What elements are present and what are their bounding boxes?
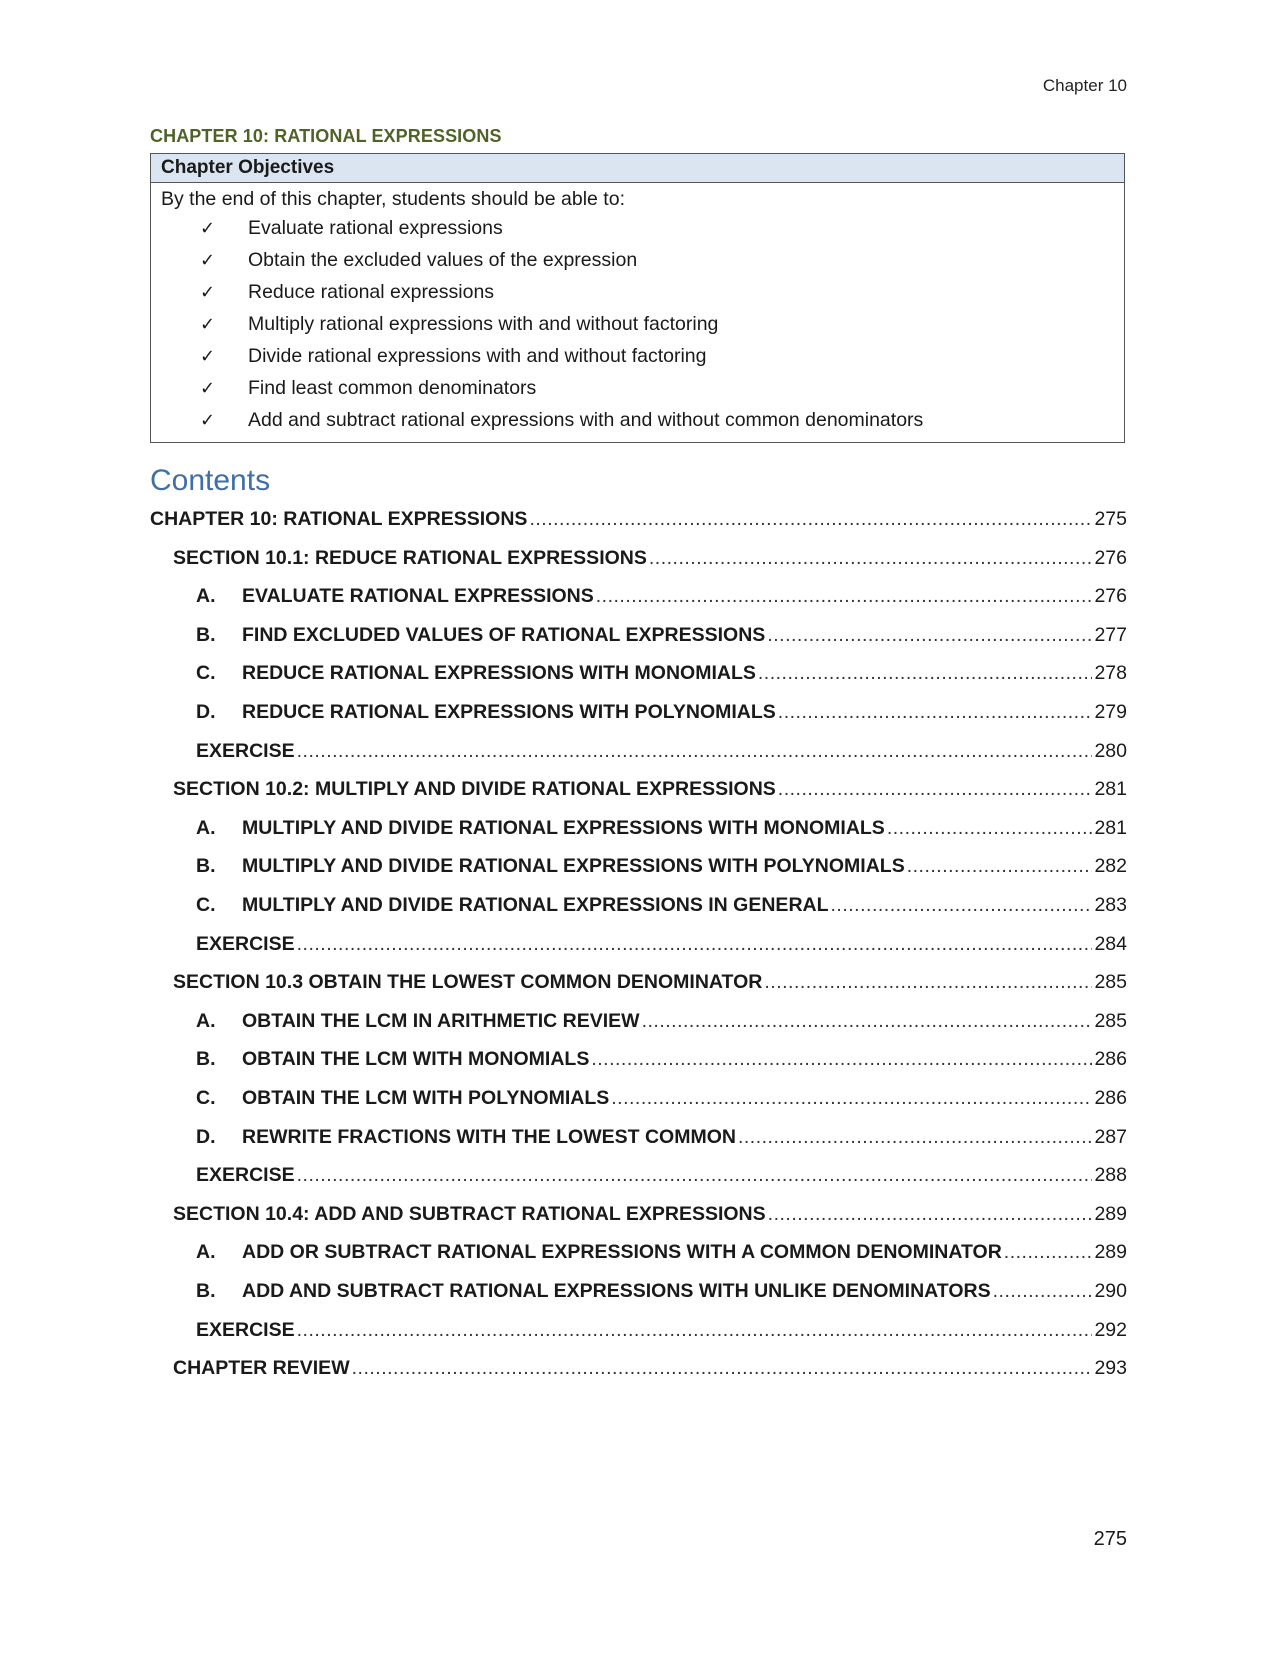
checkmark-icon: ✓ — [200, 378, 216, 398]
toc-entry-title[interactable]: MULTIPLY AND DIVIDE RATIONAL EXPRESSIONS WITH POLYNOMIALS — [242, 855, 905, 878]
toc-entry-page[interactable]: 276 — [1094, 585, 1127, 608]
toc-entry[interactable] — [150, 1237, 1127, 1267]
toc-entry-letter: A. — [196, 816, 216, 839]
toc-entry-page[interactable]: 292 — [1094, 1318, 1127, 1341]
objective-text: Divide rational expressions with and without factoring — [248, 345, 707, 367]
objective-text: Obtain the excluded values of the expression — [248, 249, 638, 271]
contents-heading: Contents — [150, 464, 271, 497]
toc-dot-leader — [768, 1199, 1093, 1229]
toc-entry-letter: A. — [196, 1241, 216, 1264]
toc-entry-title[interactable]: SECTION 10.3 OBTAIN THE LOWEST COMMON DENOMINATOR — [173, 971, 763, 994]
toc-entry-letter: A. — [196, 585, 216, 608]
objective-text: Find least common denominators — [248, 377, 537, 399]
toc-dot-leader — [831, 890, 1093, 920]
toc-entry-letter: D. — [196, 701, 216, 723]
toc-entry-page[interactable]: 281 — [1094, 778, 1127, 801]
toc-entry-letter: B. — [196, 623, 216, 646]
toc-entry-page[interactable]: 293 — [1094, 1357, 1127, 1380]
toc-entry[interactable] — [150, 1160, 1127, 1190]
toc-entry[interactable] — [150, 1353, 1127, 1383]
toc-entry[interactable] — [150, 543, 1127, 573]
toc-entry-title[interactable]: MULTIPLY AND DIVIDE RATIONAL EXPRESSIONS WITH MONOMIALS — [242, 816, 885, 839]
toc-entry-page[interactable]: 285 — [1094, 971, 1127, 994]
toc-dot-leader — [907, 851, 1093, 881]
objective-item — [161, 404, 1114, 436]
toc-dot-leader — [738, 1122, 1092, 1152]
toc-entry[interactable] — [150, 697, 1127, 727]
toc-entry[interactable] — [150, 813, 1127, 843]
toc-entry-title[interactable]: EXERCISE — [196, 739, 295, 762]
objective-text: Reduce rational expressions — [248, 281, 495, 303]
toc-entry-page[interactable]: 284 — [1094, 932, 1127, 955]
checkmark-icon: ✓ — [200, 314, 216, 334]
objective-item — [161, 212, 1114, 244]
toc-dot-leader — [642, 1006, 1093, 1036]
toc-entry-title[interactable]: EXERCISE — [196, 1164, 295, 1187]
page-number: 275 — [1093, 1528, 1127, 1550]
checkmark-icon: ✓ — [200, 282, 216, 302]
toc-entry-title[interactable]: EXERCISE — [196, 932, 295, 955]
toc-entry-page[interactable]: 276 — [1094, 546, 1127, 569]
chapter-title: CHAPTER 10: RATIONAL EXPRESSIONS — [150, 126, 502, 146]
toc-dot-leader — [758, 658, 1093, 688]
objective-item — [161, 372, 1114, 404]
toc-entry-letter: C. — [196, 1087, 216, 1109]
toc-dot-leader — [649, 543, 1093, 573]
toc-entry-title[interactable]: OBTAIN THE LCM IN ARITHMETIC REVIEW — [242, 1009, 640, 1032]
toc-entry-page[interactable]: 285 — [1094, 1009, 1127, 1032]
toc-dot-leader — [591, 1044, 1092, 1074]
objective-list — [161, 212, 1114, 436]
toc-entry-letter: C. — [196, 662, 216, 685]
checkmark-icon: ✓ — [200, 218, 216, 238]
toc-entry[interactable] — [150, 1044, 1127, 1074]
toc-entry-title[interactable]: SECTION 10.2: MULTIPLY AND DIVIDE RATIONAL EXPRESSIONS — [173, 778, 776, 801]
toc-entry-letter: B. — [196, 1280, 216, 1302]
toc-dot-leader — [596, 581, 1093, 611]
toc-entry-letter: B. — [196, 1048, 216, 1071]
toc-entry[interactable] — [150, 1315, 1127, 1345]
toc-dot-leader — [297, 1315, 1093, 1345]
toc-entry[interactable] — [150, 774, 1127, 804]
toc-entry-page[interactable]: 289 — [1094, 1241, 1127, 1264]
toc-dot-leader — [611, 1083, 1092, 1113]
objectives-intro: By the end of this chapter, students should be able to: — [161, 188, 625, 210]
toc-entry-page[interactable]: 287 — [1094, 1125, 1127, 1148]
toc-entry-title[interactable]: ADD OR SUBTRACT RATIONAL EXPRESSIONS WITH A COMMON DENOMINATOR — [242, 1241, 1002, 1264]
toc-dot-leader — [887, 813, 1093, 843]
toc-entry-letter: A. — [196, 1009, 216, 1032]
toc-entry[interactable] — [150, 967, 1127, 997]
toc-entry-title[interactable]: CHAPTER REVIEW — [173, 1357, 350, 1380]
toc-entry-page[interactable]: 282 — [1094, 855, 1127, 878]
checkmark-icon: ✓ — [200, 410, 216, 430]
toc-dot-leader — [778, 697, 1093, 727]
toc-dot-leader — [993, 1276, 1093, 1306]
toc-dot-leader — [767, 620, 1092, 650]
toc-dot-leader — [297, 1160, 1093, 1190]
objective-text: Multiply rational expressions with and without factoring — [248, 313, 719, 335]
toc-entry-letter: C. — [196, 894, 216, 916]
document-page — [150, 0, 1127, 1656]
toc-entry-title[interactable]: REDUCE RATIONAL EXPRESSIONS WITH POLYNOMIALS — [242, 701, 776, 723]
toc-entry[interactable] — [150, 1122, 1127, 1152]
toc-entry-title[interactable]: REDUCE RATIONAL EXPRESSIONS WITH MONOMIALS — [242, 662, 756, 685]
toc-entry[interactable] — [150, 581, 1127, 611]
toc-entry-page[interactable]: 289 — [1094, 1202, 1127, 1225]
toc-entry-page[interactable]: 277 — [1094, 623, 1127, 646]
toc-entry-title[interactable]: EXERCISE — [196, 1318, 295, 1341]
toc-entry-title[interactable]: SECTION 10.1: REDUCE RATIONAL EXPRESSIONS — [173, 546, 647, 569]
toc-entry-page[interactable]: 290 — [1094, 1280, 1127, 1302]
objective-item — [161, 308, 1114, 340]
objectives-heading: Chapter Objectives — [151, 154, 1124, 183]
toc-dot-leader — [297, 929, 1093, 959]
toc-entry[interactable] — [150, 1006, 1127, 1036]
toc-entry-letter: B. — [196, 855, 216, 878]
objective-text: Add and subtract rational expressions with and without common denominators — [248, 409, 924, 431]
toc-entry[interactable] — [150, 620, 1127, 650]
toc-entry-title[interactable]: FIND EXCLUDED VALUES OF RATIONAL EXPRESSIONS — [242, 623, 766, 646]
toc-entry-title[interactable]: ADD AND SUBTRACT RATIONAL EXPRESSIONS WITH UNLIKE DENOMINATORS — [242, 1280, 991, 1302]
toc-entry-title[interactable]: OBTAIN THE LCM WITH POLYNOMIALS — [242, 1087, 610, 1109]
chapter-objectives-box — [150, 153, 1125, 443]
toc-entry[interactable] — [150, 1276, 1127, 1306]
toc-dot-leader — [352, 1353, 1093, 1383]
toc-entry[interactable] — [150, 890, 1127, 920]
toc-dot-leader — [764, 967, 1092, 997]
toc-dot-leader — [297, 736, 1093, 766]
toc-entry-page[interactable]: 275 — [1094, 508, 1127, 530]
toc-entry-page[interactable]: 281 — [1094, 816, 1127, 839]
toc-dot-leader — [778, 774, 1093, 804]
toc-entry-title[interactable]: EVALUATE RATIONAL EXPRESSIONS — [242, 585, 594, 608]
toc-entry-title[interactable]: OBTAIN THE LCM WITH MONOMIALS — [242, 1048, 590, 1071]
toc-entry-title[interactable]: MULTIPLY AND DIVIDE RATIONAL EXPRESSIONS IN GENERAL — [242, 894, 829, 916]
objective-item — [161, 244, 1114, 276]
objectives-body — [151, 183, 1124, 442]
running-header: Chapter 10 — [1042, 76, 1127, 95]
toc-entry-page[interactable]: 286 — [1094, 1087, 1127, 1109]
toc-entry[interactable] — [150, 929, 1127, 959]
toc-entry-page[interactable]: 278 — [1094, 662, 1127, 685]
objective-item — [161, 340, 1114, 372]
checkmark-icon: ✓ — [200, 346, 216, 366]
toc-dot-leader — [1004, 1237, 1093, 1267]
toc-entry[interactable] — [150, 1199, 1127, 1229]
toc-entry-title[interactable]: REWRITE FRACTIONS WITH THE LOWEST COMMON — [242, 1125, 736, 1148]
toc-entry[interactable] — [150, 658, 1127, 688]
toc-entry[interactable] — [150, 1083, 1127, 1113]
toc-entry[interactable] — [150, 851, 1127, 881]
objective-text: Evaluate rational expressions — [248, 217, 503, 239]
toc-entry-page[interactable]: 288 — [1094, 1164, 1127, 1187]
checkmark-icon: ✓ — [200, 250, 216, 270]
objective-item — [161, 276, 1114, 308]
toc-entry-title[interactable]: SECTION 10.4: ADD AND SUBTRACT RATIONAL EXPRESSIONS — [173, 1202, 766, 1225]
toc-entry-page[interactable]: 283 — [1094, 894, 1127, 916]
toc-entry-title[interactable]: CHAPTER 10: RATIONAL EXPRESSIONS — [150, 508, 528, 530]
toc-entry[interactable] — [150, 736, 1127, 766]
toc-dot-leader — [529, 504, 1092, 534]
toc-entry-page[interactable]: 279 — [1094, 701, 1127, 723]
toc-entry-page[interactable]: 286 — [1094, 1048, 1127, 1071]
toc-entry-page[interactable]: 280 — [1094, 739, 1127, 762]
toc-entry[interactable] — [150, 504, 1127, 534]
toc-entry-letter: D. — [196, 1125, 216, 1148]
